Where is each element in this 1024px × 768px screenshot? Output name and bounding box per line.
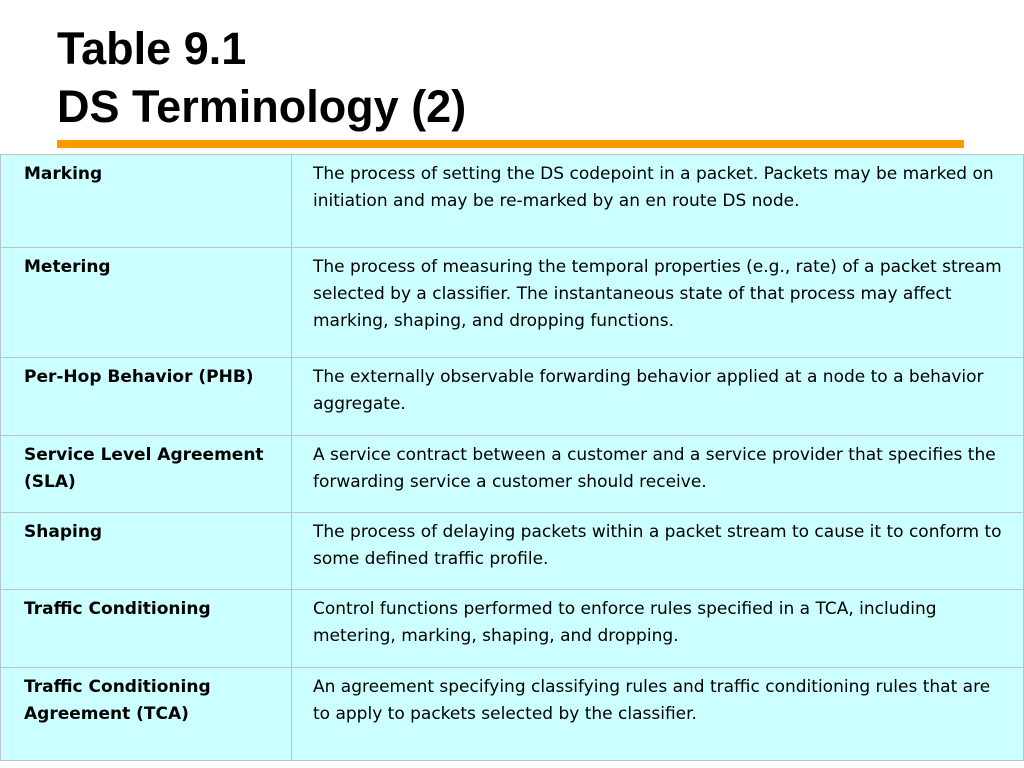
table-row — [1, 358, 1024, 436]
title-underline-rule — [57, 140, 964, 148]
definition-cell: An agreement specifying classifying rules and traffic conditioning rules that are to apply to packets selected by the classifier. — [292, 668, 1024, 761]
term-cell: Traffic Conditioning Agreement (TCA) — [1, 668, 292, 761]
table-row — [1, 155, 1024, 248]
table-row — [1, 590, 1024, 668]
table-row — [1, 436, 1024, 513]
definition-cell: The externally observable forwarding behavior applied at a node to a behavior aggregate. — [292, 358, 1024, 436]
terminology-table — [0, 154, 1024, 761]
term-cell: Marking — [1, 155, 292, 248]
term-cell: Service Level Agreement (SLA) — [1, 436, 292, 513]
definition-cell: The process of setting the DS codepoint in a packet. Packets may be marked on initiation and may be re-marked by an en route DS node. — [292, 155, 1024, 248]
table-row — [1, 513, 1024, 590]
table-row — [1, 668, 1024, 761]
term-cell: Shaping — [1, 513, 292, 590]
definition-cell: A service contract between a customer and a service provider that specifies the forwarding service a customer should receive. — [292, 436, 1024, 513]
table-row — [1, 248, 1024, 358]
definition-cell: Control functions performed to enforce rules specified in a TCA, including metering, marking, shaping, and dropping. — [292, 590, 1024, 668]
definition-cell: The process of delaying packets within a packet stream to cause it to conform to some defined traffic profile. — [292, 513, 1024, 590]
title-line-1: Table 9.1 — [57, 23, 247, 74]
term-cell: Per-Hop Behavior (PHB) — [1, 358, 292, 436]
term-cell: Traffic Conditioning — [1, 590, 292, 668]
title-line-2: DS Terminology (2) — [57, 81, 467, 132]
definition-cell: The process of measuring the temporal properties (e.g., rate) of a packet stream selected by a classifier. The instantaneous state of that process may affect marking, shaping, and dropping functions. — [292, 248, 1024, 358]
slide-title — [57, 20, 466, 136]
term-cell: Metering — [1, 248, 292, 358]
